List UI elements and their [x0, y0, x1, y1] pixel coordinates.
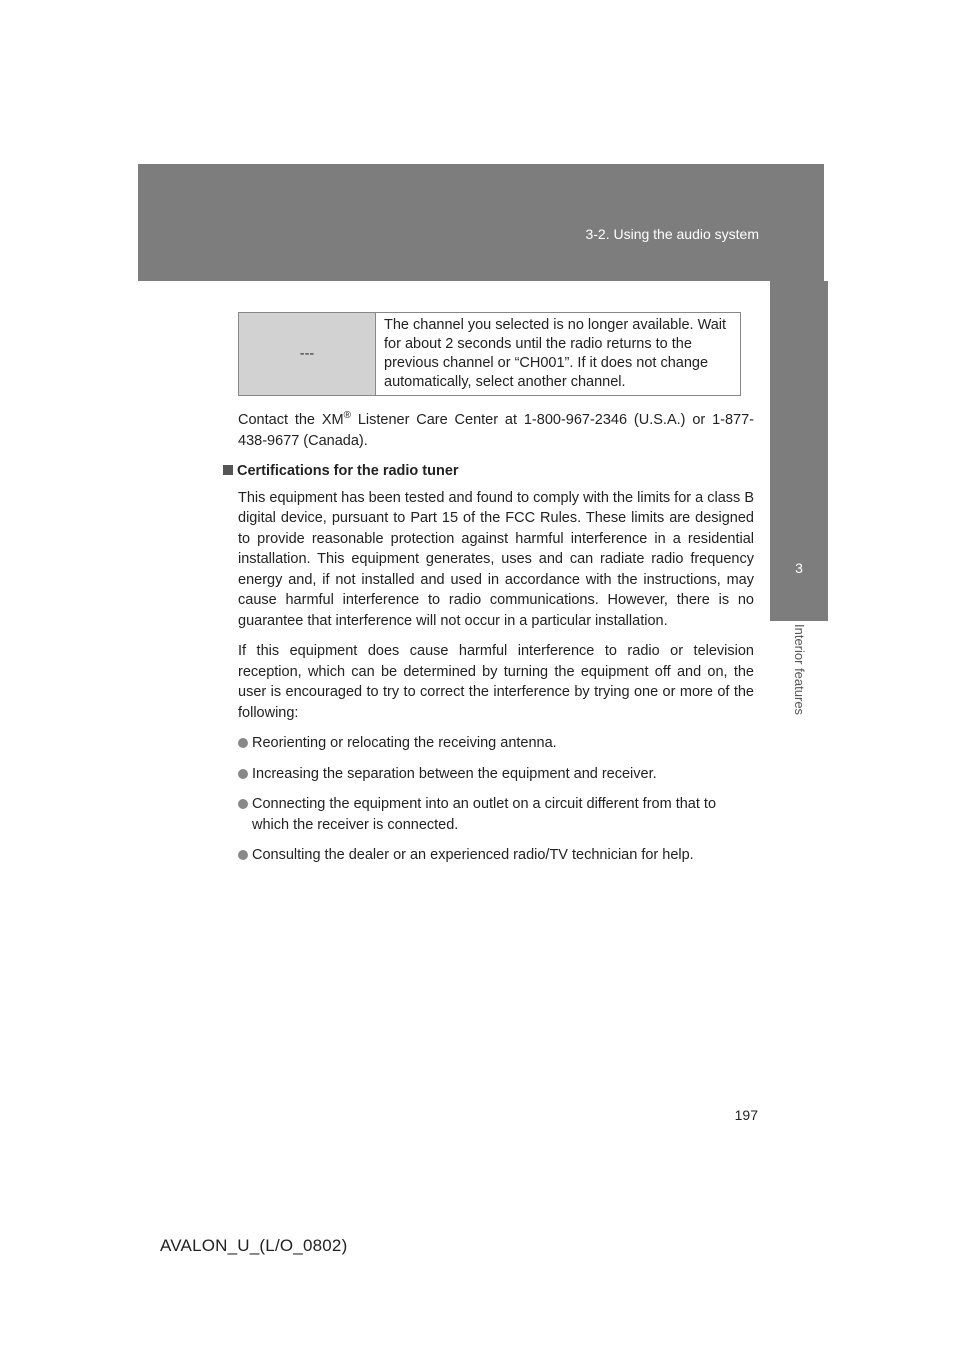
- list-item: [238, 794, 754, 835]
- list-item: [238, 764, 754, 785]
- list-item: [238, 733, 754, 754]
- section-title: 3-2. Using the audio system: [585, 226, 759, 242]
- chapter-tab: [770, 281, 828, 621]
- chapter-label: Interior features: [792, 624, 807, 716]
- status-table: [238, 312, 741, 396]
- interference-paragraph: If this equipment does cause harmful interference to radio or television reception, which can be determined by turning the equipment off and on, the user is encouraged to try to correct the interference by trying one or more of the following:: [238, 643, 754, 721]
- page-number: 197: [734, 1107, 758, 1123]
- list-item-text: Reorienting or relocating the receiving antenna.: [252, 735, 557, 751]
- list-item-text: Increasing the separation between the equipment and receiver.: [252, 765, 657, 782]
- chapter-number: 3: [795, 560, 803, 576]
- list-item-text: Connecting the equipment into an outlet on a circuit different from that to which the receiver is connected.: [252, 796, 717, 833]
- status-description-cell: The channel you selected is no longer available. Wait for about 2 seconds until the radio returns to the previous channel or “CH001”. If it does not change automatically, select another channel.: [376, 313, 741, 396]
- list-item: [238, 845, 754, 866]
- contact-text-end: Listener Care Center at 1-800-967-2346 (U.S.A.) or 1-877-438-9677 (Canada).: [238, 412, 754, 449]
- fcc-paragraph: This equipment has been tested and found to comply with the limits for a class B digital device, pursuant to Part 15 of the FCC Rules. These limits are designed to provide reasonable protection against harmful interference in a residential installation. This equipment generates, uses and can radiate radio frequency energy and, if not installed and used in accordance with the instructions, may cause harmful interference to radio communications. However, there is no guarantee that interference will not occur in a particular installation.: [238, 489, 754, 629]
- list-item-text: Consulting the dealer or an experienced radio/TV technician for help.: [252, 847, 694, 863]
- contact-text-start: Contact the XM: [238, 412, 344, 428]
- circle-bullet-icon: [238, 769, 248, 779]
- document-code: AVALON_U_(L/O_0802): [160, 1236, 348, 1255]
- circle-bullet-icon: [238, 799, 248, 809]
- circle-bullet-icon: [238, 738, 248, 748]
- contact-paragraph: [238, 410, 754, 451]
- status-code-cell: ---: [239, 313, 376, 396]
- table-row: [239, 313, 741, 396]
- certifications-heading-text: Certifications for the radio tuner: [237, 463, 459, 479]
- certifications-heading: [223, 461, 754, 482]
- registered-mark: ®: [343, 410, 351, 422]
- header-band: [138, 164, 824, 281]
- circle-bullet-icon: [238, 850, 248, 860]
- page-body: [238, 410, 754, 876]
- square-bullet-icon: [223, 465, 233, 475]
